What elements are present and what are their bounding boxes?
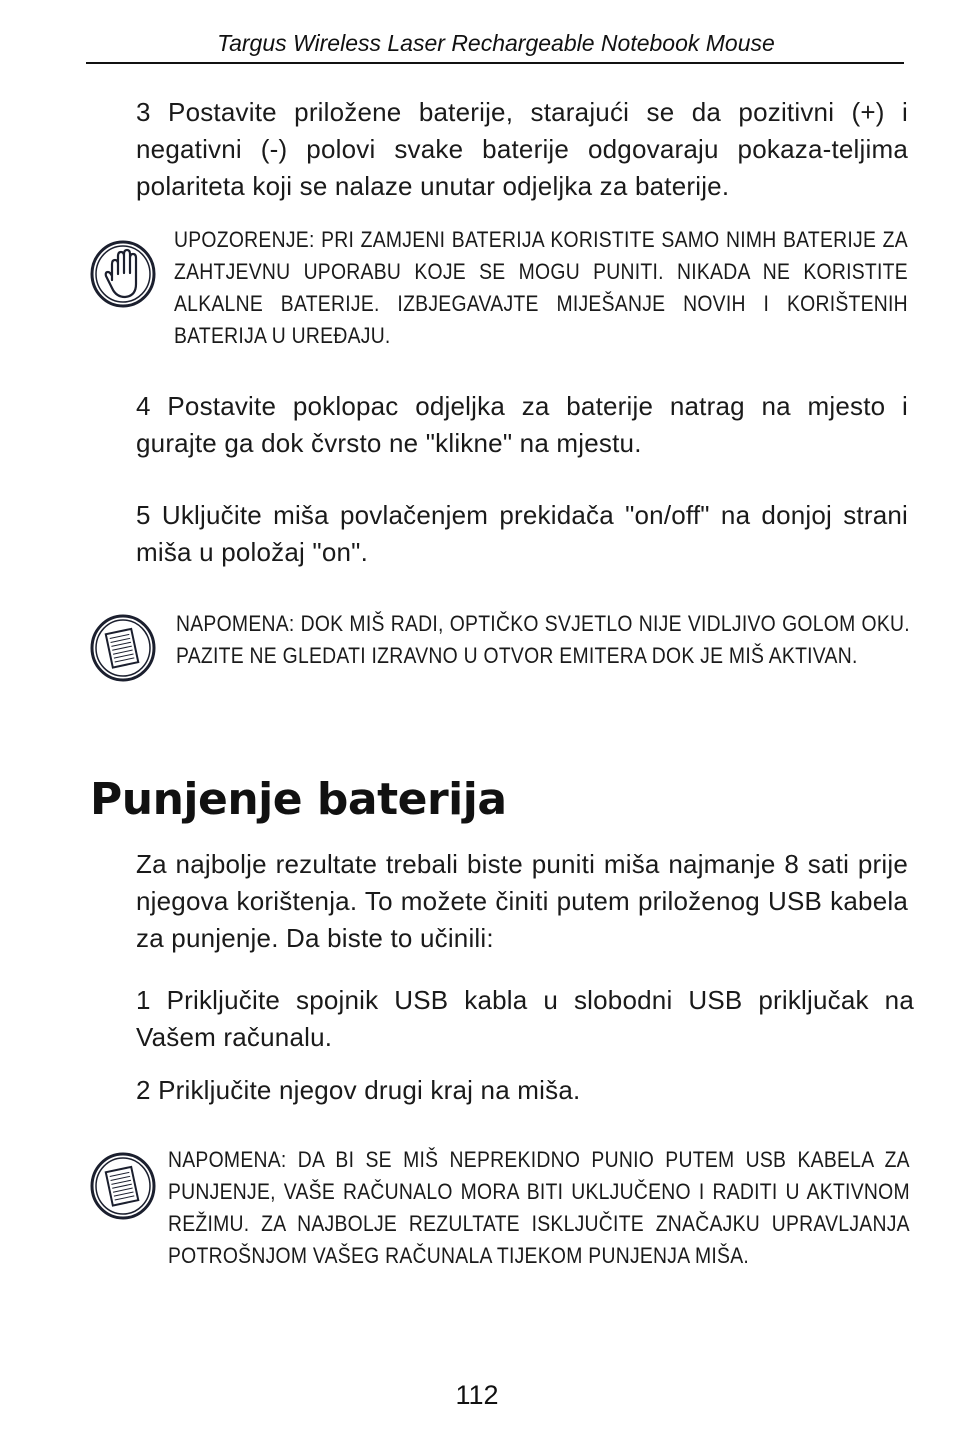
step-3-text: 3 Postavite priložene baterije, starajući se da pozitivni (+) i negativni (-) polovi svake baterije odgovaraju pokaza-teljima polariteta koji se nalaze unutar odjeljka za baterije. [136, 97, 908, 201]
note-notepad-icon [90, 614, 156, 682]
running-header: Targus Wireless Laser Rechargeable Notebook Mouse [217, 30, 775, 56]
note-notepad-icon [90, 1152, 156, 1220]
warning-hand-icon [90, 240, 156, 308]
note-optical-light: NAPOMENA: DOK MIŠ RADI, OPTIČKO SVJETLO NIJE VIDLJIVO GOLOM OKU. PAZITE NE GLEDATI IZRAVNO U OTVOR EMITERA DOK JE MIŠ AKTIVAN. [176, 611, 910, 668]
section-title: Punjenje baterija [90, 774, 507, 825]
step-4-text: 4 Postavite poklopac odjeljka za baterije natrag na mjesto i gurajte ga dok čvrsto ne "klikne" na mjestu. [136, 391, 908, 458]
warning-note: UPOZORENJE: PRI ZAMJENI BATERIJA KORISTITE SAMO NIMH BATERIJE ZA ZAHTJEVNU UPORABU KOJE SE MOGU PUNITI. NIKADA NE KORISTITE ALKALNE BATERIJE. IZBJEGAVAJTE MIJEŠANJE NOVIH I KORIŠTENIH BATERIJA U UREĐAJU. [174, 227, 908, 348]
page-number: 112 [455, 1380, 499, 1410]
charging-step-1-text: 1 Priključite spojnik USB kabla u slobodni USB priključak na Vašem računalu. [136, 985, 914, 1052]
header-divider [86, 62, 904, 64]
charging-intro-text: Za najbolje rezultate trebali biste puniti miša najmanje 8 sati prije njegova korištenja. To možete činiti putem priloženog USB kabela za punjenje. Da biste to učinili: [136, 849, 908, 953]
step-5-text: 5 Uključite miša povlačenjem prekidača "on/off" na donjoj strani miša u položaj "on". [136, 500, 908, 567]
charging-step-2-text: 2 Priključite njegov drugi kraj na miša. [136, 1075, 581, 1105]
note-usb-charging: NAPOMENA: DA BI SE MIŠ NEPREKIDNO PUNIO PUTEM USB KABELA ZA PUNJENJE, VAŠE RAČUNALO MORA BITI UKLJUČENO I RADITI U AKTIVNOM REŽIMU. ZA NAJBOLJE REZULTATE ISKLJUČITE ZNAČAJKU UPRAVLJANJA POTROŠNJOM VAŠEG RAČUNALA TIJEKOM PUNJENJA MIŠA. [168, 1147, 910, 1268]
